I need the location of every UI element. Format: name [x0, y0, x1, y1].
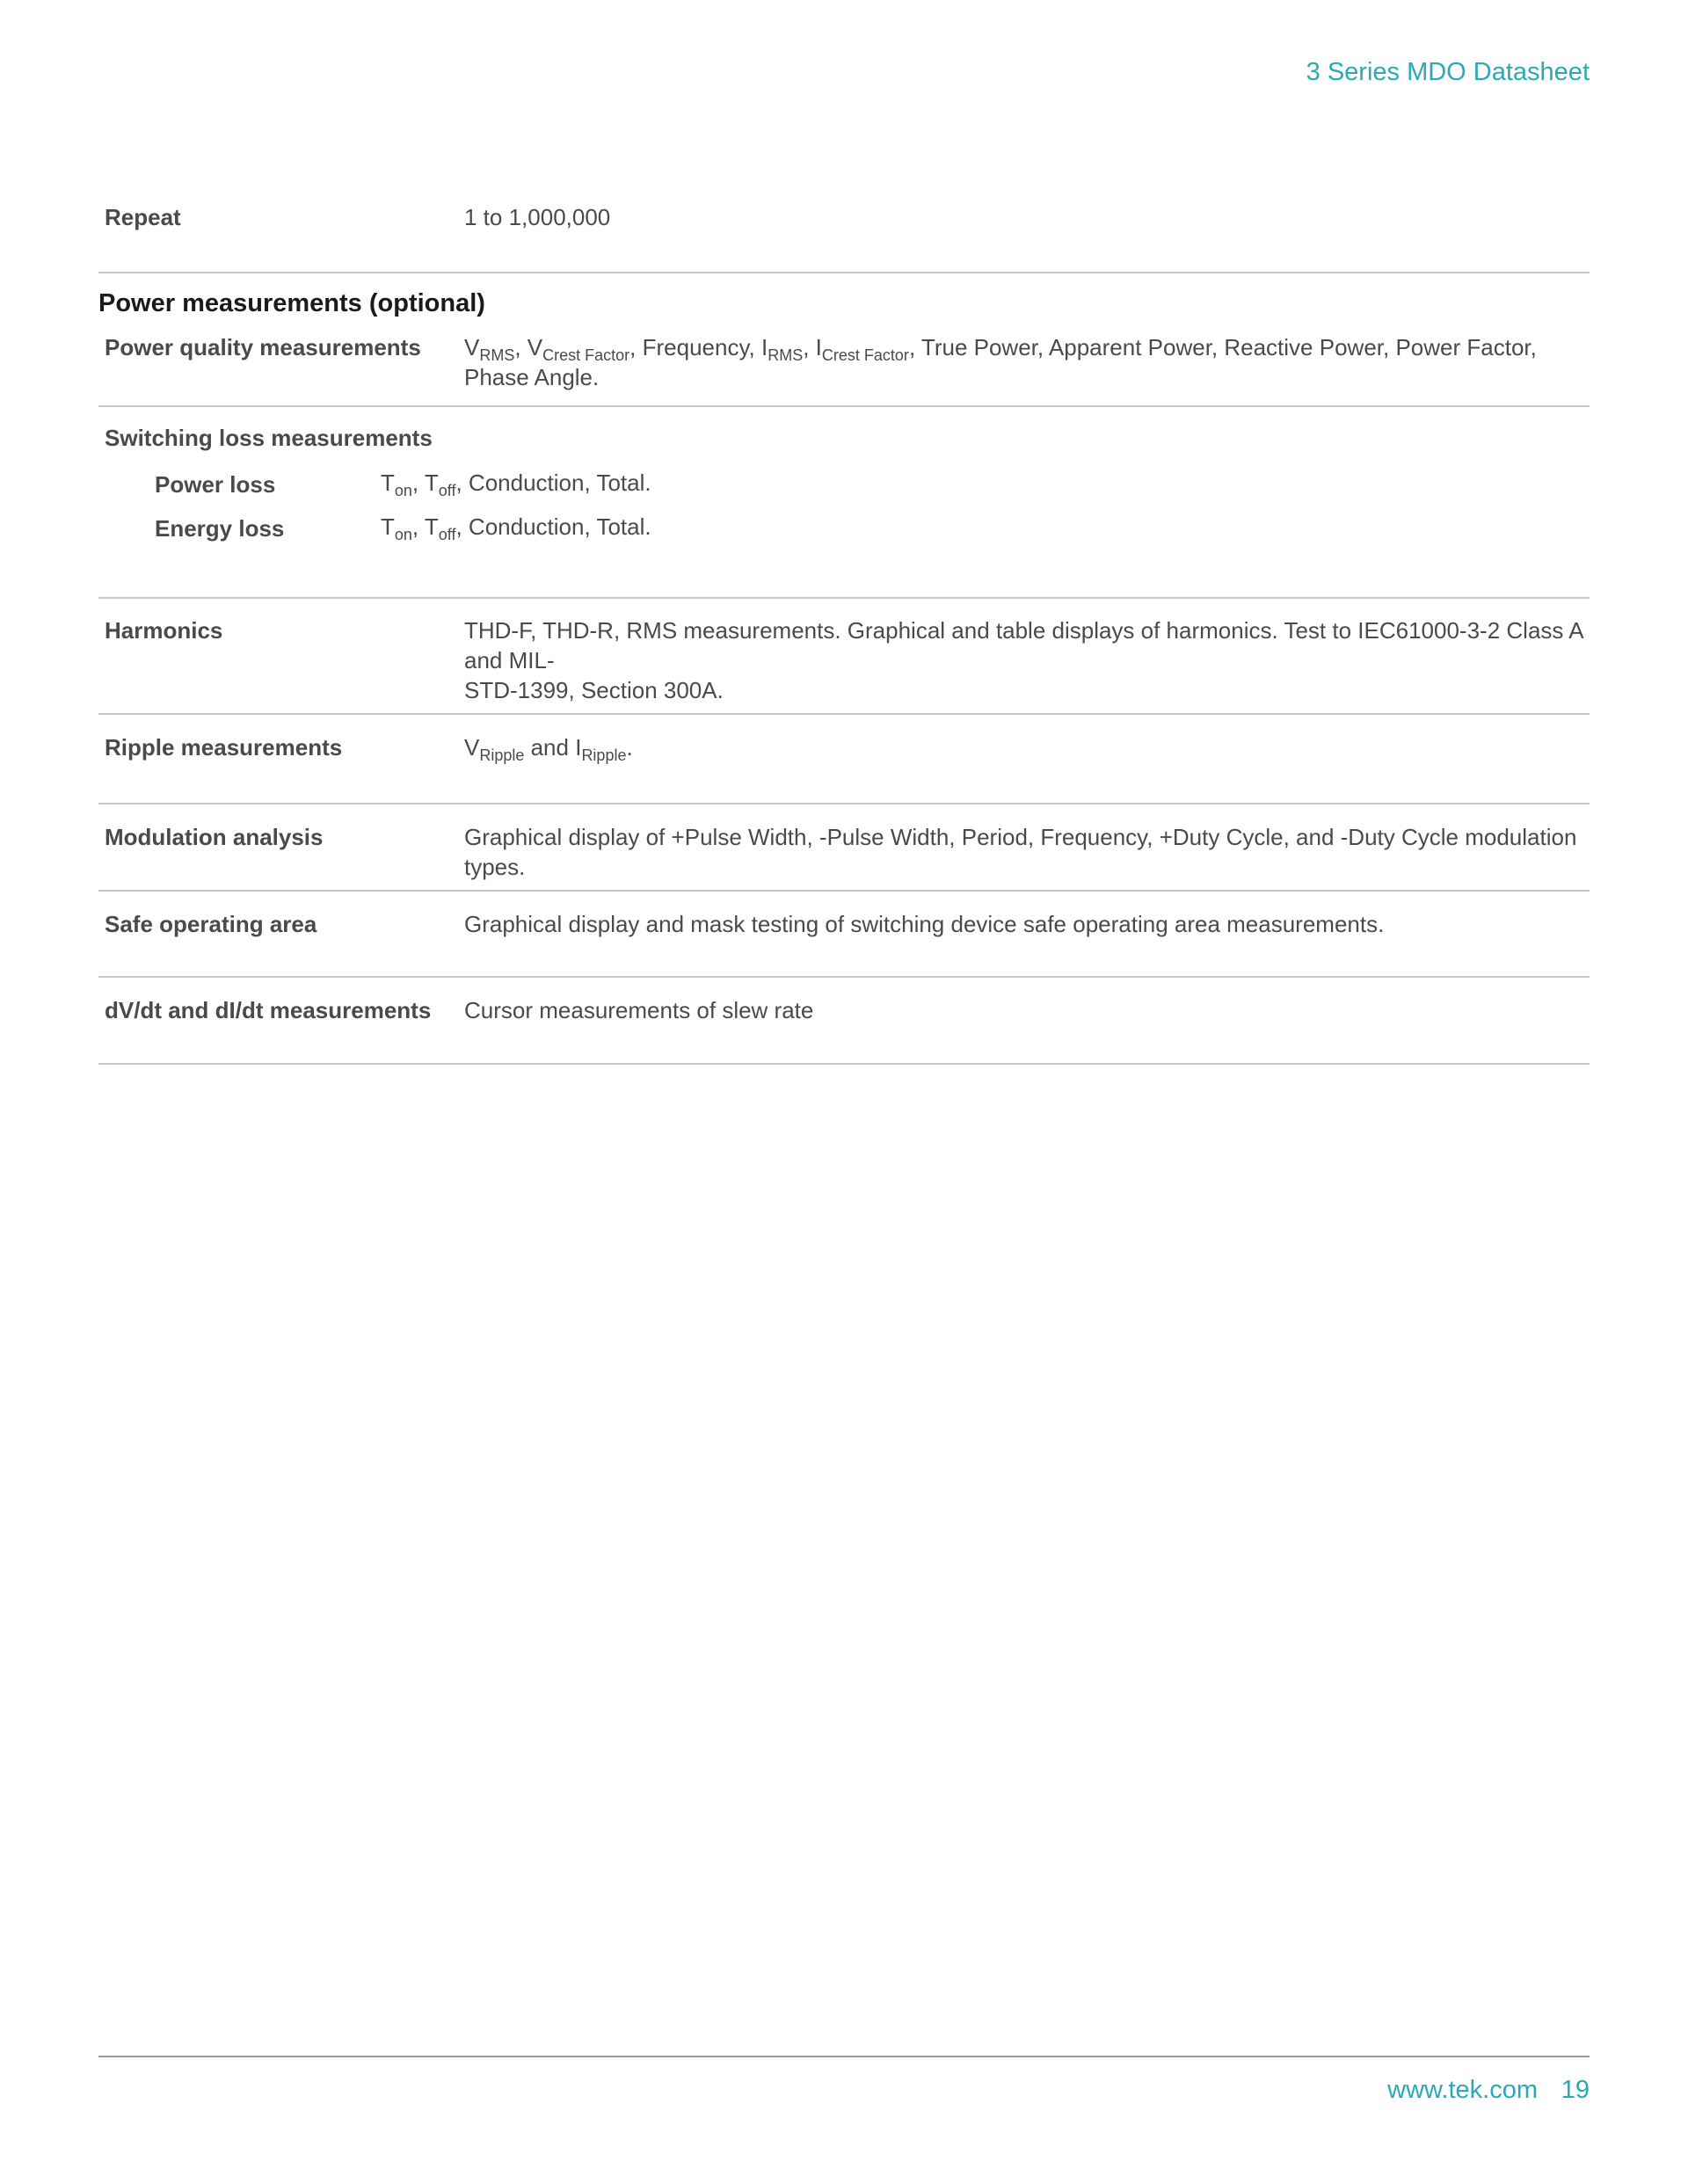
dvdt-value: Cursor measurements of slew rate	[464, 997, 814, 1023]
dvdt-label: dV/dt and dI/dt measurements	[105, 997, 432, 1023]
repeat-value: 1 to 1,000,000	[464, 204, 611, 230]
divider	[98, 890, 1590, 892]
divider	[98, 272, 1590, 273]
document-title: 3 Series MDO Datasheet	[1306, 58, 1590, 86]
footer-url-link[interactable]: www.tek.com	[1387, 2076, 1538, 2104]
switching-loss-label: Switching loss measurements	[105, 425, 433, 451]
repeat-label: Repeat	[105, 204, 181, 230]
harmonics-value	[464, 615, 1590, 705]
footer-divider	[98, 2056, 1590, 2057]
divider	[98, 976, 1590, 978]
divider	[98, 1063, 1590, 1065]
page-number: 19	[1561, 2076, 1590, 2104]
energy-loss-label: Energy loss	[155, 515, 285, 542]
divider	[98, 405, 1590, 407]
modulation-label: Modulation analysis	[105, 824, 324, 850]
energy-loss-value: $T_{on}$, $T_{off}$, Conduction, Total.	[381, 513, 651, 543]
divider	[98, 803, 1590, 804]
ripple-value: $V_{Ripple}$ and $I_{Ripple}$.	[464, 734, 633, 764]
soa-value: Graphical display and mask testing of switching device safe operating area measurements.	[464, 911, 1385, 937]
power-loss-label: Power loss	[155, 471, 276, 498]
power-loss-value: $T_{on}$, $T_{off}$, Conduction, Total.	[381, 470, 651, 499]
harmonics-line-2: STD-1399, Section 300A.	[464, 677, 724, 703]
power-quality-value: $V_{RMS}$, $V_{Crest Factor}$, Frequency, $I_{RMS}$, $I_{Crest Factor}$, True Power, Apparent Power, Reactive Power, Power Factor, Phase Angle.	[464, 334, 1537, 390]
harmonics-line-1: THD-F, THD-R, RMS measurements. Graphical and table displays of harmonics. Test to IEC61000-3-2 Class A and MIL-	[464, 617, 1583, 673]
divider	[98, 597, 1590, 599]
modulation-value: Graphical display of +Pulse Width, -Pulse Width, Period, Frequency, +Duty Cycle, and -Duty Cycle modulation types.	[464, 824, 1577, 880]
soa-label: Safe operating area	[105, 911, 317, 937]
harmonics-label: Harmonics	[105, 617, 223, 644]
divider	[98, 713, 1590, 715]
power-quality-label: Power quality measurements	[105, 334, 421, 360]
section-heading-power: Power measurements (optional)	[98, 289, 485, 317]
ripple-label: Ripple measurements	[105, 734, 343, 761]
